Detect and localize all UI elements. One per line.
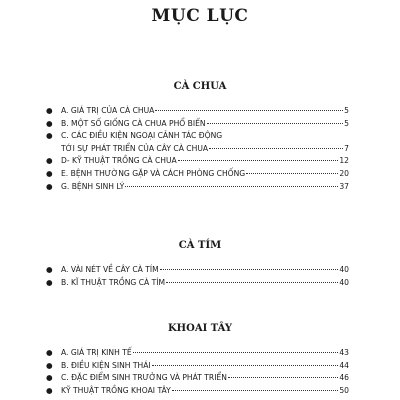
- dot-leader: [133, 352, 339, 353]
- toc-page-number: 5: [344, 118, 349, 128]
- section-ca-tim: [0, 240, 400, 289]
- bullet-icon: ●: [46, 131, 53, 141]
- toc-entry-text: A. GIÁ TRỊ CỦA CÀ CHUA: [61, 106, 155, 115]
- toc-page-number: 40: [339, 265, 349, 274]
- toc-entry-text: G. BỆNH SINH LÝ: [61, 181, 125, 191]
- toc-page-number: 50: [339, 385, 349, 395]
- toc-entry-text: D- KỸ THUẬT TRỒNG CÀ CHUA: [61, 156, 177, 166]
- dot-leader: [160, 269, 339, 270]
- bullet-icon: ●: [46, 168, 53, 178]
- section-title: CÀ CHUA: [173, 81, 227, 92]
- toc-list: [0, 264, 400, 289]
- toc-page-number: 46: [339, 373, 349, 383]
- toc-entry[interactable]: [0, 264, 400, 277]
- toc-entry-text: KỸ THUẬT TRỒNG KHOAI TÂY: [61, 385, 171, 395]
- toc-entry[interactable]: [0, 105, 400, 118]
- toc-entry-text: E. BỆNH THƯỜNG GẶP VÀ CÁCH PHÒNG CHỐNG: [61, 168, 246, 178]
- toc-entry[interactable]: [0, 118, 400, 131]
- toc-entry-text: B. KĨ THUẬT TRỒNG CÀ TÍM: [61, 277, 166, 287]
- section-title: CÀ TÍM: [178, 240, 222, 251]
- section-ca-chua: [0, 81, 400, 193]
- toc-page-number: 20: [339, 168, 349, 178]
- toc-page-number: 7: [344, 143, 349, 153]
- bullet-icon: ●: [46, 277, 53, 287]
- toc-entry[interactable]: [0, 181, 400, 194]
- dot-leader: [172, 390, 339, 391]
- toc-entry[interactable]: [0, 130, 400, 155]
- bullet-icon: ●: [46, 106, 53, 115]
- dot-leader: [209, 148, 343, 149]
- section-khoai-tay: [0, 323, 400, 397]
- toc-page-number: 43: [339, 348, 349, 357]
- toc-entry[interactable]: [0, 277, 400, 290]
- toc-entry[interactable]: [0, 168, 400, 181]
- bullet-icon: ●: [46, 181, 53, 191]
- toc-entry[interactable]: [0, 372, 400, 385]
- bullet-icon: ●: [46, 348, 53, 357]
- toc-entry[interactable]: [0, 385, 400, 398]
- toc-page-number: 12: [339, 156, 349, 166]
- dot-leader: [228, 377, 338, 378]
- section-title: KHOAI TÂY: [167, 323, 233, 334]
- dot-leader: [246, 173, 338, 174]
- toc-entry-text: A. GIÁ TRỊ KINH TẾ: [61, 348, 132, 357]
- dot-leader: [152, 365, 339, 366]
- toc-list: [0, 105, 400, 193]
- toc-entry[interactable]: [0, 155, 400, 168]
- toc-page-number: 37: [339, 181, 349, 191]
- bullet-icon: ●: [46, 373, 53, 383]
- bullet-icon: ●: [46, 265, 53, 274]
- bullet-icon: ●: [46, 156, 53, 166]
- toc-page-number: 5: [344, 106, 349, 115]
- dot-leader: [166, 282, 338, 283]
- dot-leader: [207, 123, 344, 124]
- toc-list: [0, 347, 400, 397]
- toc-entry-text: C. ĐẶC ĐIỂM SINH TRƯỞNG VÀ PHÁT TRIỂN: [61, 373, 227, 383]
- dot-leader: [125, 186, 338, 187]
- dot-leader: [155, 110, 343, 111]
- toc-entry-text: C. CÁC ĐIỀU KIỆN NGOẠI CẢNH TÁC ĐỘNG: [61, 131, 223, 141]
- toc-entry-text: A. VÀI NÉT VỀ CÂY CÀ TÍM: [61, 265, 159, 274]
- toc-entry-text: B. ĐIỀU KIỆN SINH THÁI: [61, 360, 151, 370]
- toc-page-number: 40: [339, 277, 349, 287]
- toc-entry-text: B. MỘT SỐ GIỐNG CÀ CHUA PHỔ BIẾN: [61, 118, 206, 128]
- toc-page-number: 44: [339, 360, 349, 370]
- toc-entry-text-continued: TỚI SỰ PHÁT TRIỂN CỦA CÂY CÀ CHUA: [61, 143, 209, 153]
- page-title: MỤC LỤC: [151, 6, 249, 26]
- bullet-icon: ●: [46, 118, 53, 128]
- toc-entry[interactable]: [0, 360, 400, 373]
- toc-entry[interactable]: [0, 347, 400, 360]
- bullet-icon: ●: [46, 360, 53, 370]
- bullet-icon: ●: [46, 385, 53, 395]
- dot-leader: [178, 160, 339, 161]
